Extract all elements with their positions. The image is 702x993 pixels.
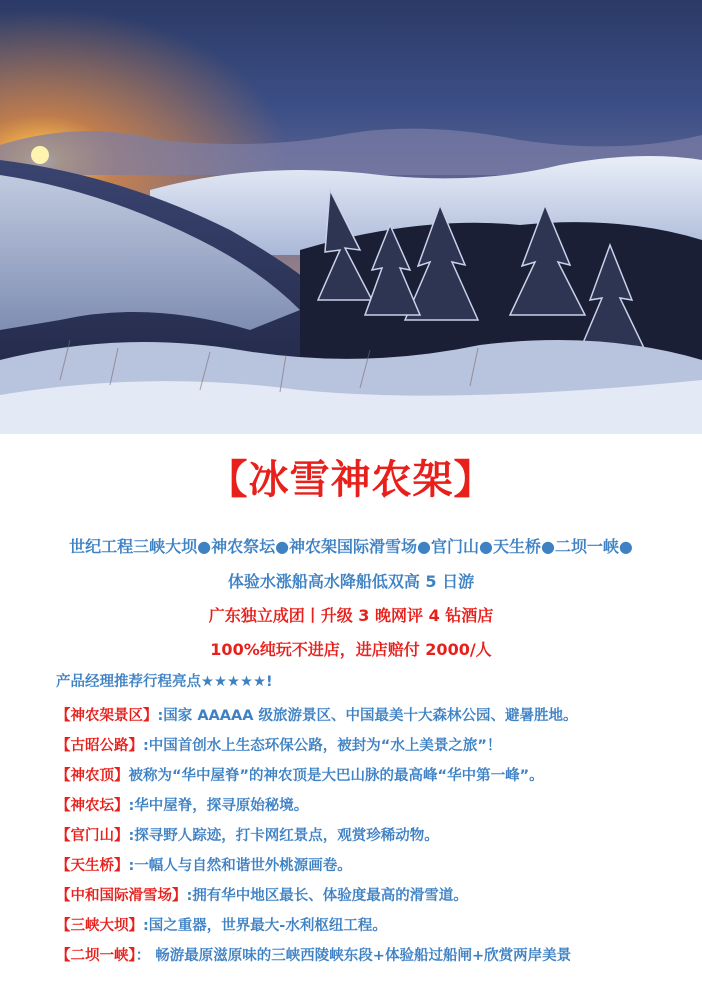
highlight-tag: 【官门山】 [56,828,129,844]
route-line-2: 体验水涨船高水降船低双高 5 日游 [227,572,475,591]
highlight-item [56,881,696,911]
highlight-item [56,761,696,791]
highlight-desc: 被称为“华中屋脊”的神农顶是大巴山脉的最高峰“华中第一峰”。 [128,768,544,784]
highlight-desc: :探寻野人踪迹，打卡网红景点，观赏珍稀动物。 [128,828,439,844]
highlight-desc: :一幅人与自然和谐世外桃源画卷。 [128,858,352,874]
highlight-item [56,941,696,971]
promo-line-1: 广东独立成团丨升级 3 晚网评 4 钻酒店 [208,606,494,625]
highlight-desc: :华中屋脊，探寻原始秘境。 [128,798,309,814]
highlight-item [56,701,696,731]
highlights-list [56,701,696,971]
highlight-tag: 【三峡大坝】 [56,918,143,934]
highlight-tag: 【古昭公路】 [56,738,143,754]
recommend-heading: 产品经理推荐行程亮点★★★★★! [56,674,273,690]
highlight-desc: :国之重器，世界最大-水利枢纽工程。 [143,918,387,934]
highlight-desc: :中国首创水上生态环保公路，被封为“水上美景之旅”！ [143,738,502,754]
promo-line-2: 100%纯玩不进店，进店赔付 2000/人 [210,640,492,659]
highlight-tag: 【天生桥】 [56,858,129,874]
highlight-item [56,821,696,851]
highlight-tag: 【神农坛】 [56,798,129,814]
highlight-desc: :拥有华中地区最长、体验度最高的滑雪道。 [186,888,468,904]
route-line-1: 世纪工程三峡大坝●神农祭坛●神农架国际滑雪场●官门山●天生桥●二坝一峡● [69,537,633,556]
hero-photo [0,0,702,434]
highlight-tag: 【中和国际滑雪场】 [56,888,187,904]
highlight-item [56,731,696,761]
highlight-tag: 【神农架景区】 [56,708,158,724]
highlight-item [56,851,696,881]
highlight-item [56,791,696,821]
highlight-item [56,911,696,941]
snowy-forest-sunset-photo [0,0,702,434]
highlight-desc: ： 畅游最原滋原味的三峡西陵峡东段+体验船过船闸+欣赏两岸美景 [135,948,572,964]
highlight-desc: :国家 AAAAA 级旅游景区、中国最美十大森林公园、避暑胜地。 [157,708,578,724]
highlight-tag: 【二坝一峡】 [56,948,136,964]
page-title: 【冰雪神农架】 [207,457,495,503]
highlight-tag: 【神农顶】 [56,768,129,784]
